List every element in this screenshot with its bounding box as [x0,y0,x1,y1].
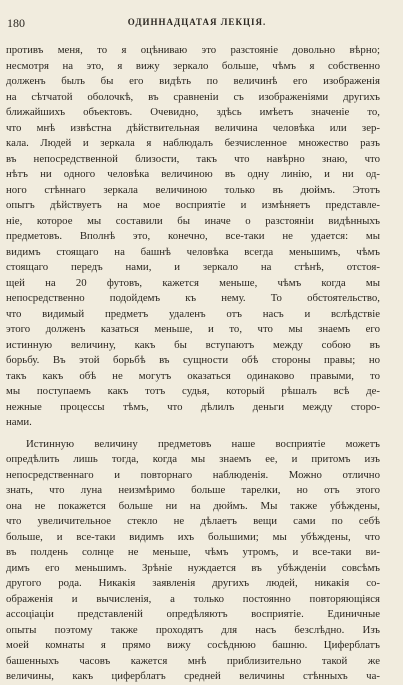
text-line: Истинную величину предметовъ наше восприятіе можетъ [26,437,380,450]
text-line: знать, что луна неизмѣримо больше тарелки, но отъ этого [6,484,380,496]
text-line: въ полдень солнце не меньше, чѣмъ утромъ, и все-таки ви- [6,546,380,558]
text-line: борьбу. Въ этой борьбѣ въ сущности обѣ стороны правы; но [6,354,380,366]
text-line: этого долженъ казаться меньше, и то, что мы знаемъ его [6,323,380,335]
text-line: опытъ дѣйствуетъ на мое восприятіе и измѣняетъ представле- [6,199,380,211]
text-line: на сѣтчатой оболочкѣ, въ сравненіи съ изображеніями другихъ [6,90,380,103]
text-line: истинную величину, какъ бы вступаютъ между собою въ [6,338,380,351]
text-line: что увеличительное стекло не дѣлаетъ вещи сами по себѣ [6,515,380,527]
text-line: что мнѣ извѣстна дѣйствительная величина человѣка или зер- [6,121,380,134]
text-line: ніе, которое мы составили бы иначе о разстояніи видѣнныхъ [6,214,380,227]
text-line: больше, и все-таки видимъ ихъ большими; мы убѣждены, что [6,530,380,543]
text-line: такъ какъ обѣ не могутъ оказаться одинаково правыми, то [6,369,380,382]
text-line: въ непосредственной близости, такъ что навѣрно знаю, что [6,152,380,165]
text-line: мы поступаемъ какъ тотъ судья, который рѣшалъ всѣ де- [6,385,380,397]
text-line: она не покажется больше ни на дюймъ. Мы также убѣждены, [6,499,380,512]
page-header [7,16,387,32]
text-line: нѣтъ ни одного человѣка величиною въ одну линію, и ни од- [6,168,380,180]
text-line: опыты поэтому также проходятъ для насъ безслѣдно. Изъ [6,623,380,636]
text-line: ображенія и вычисленія, а только постоянно повторяющіяся [6,592,380,605]
text-line: нами. [6,416,32,428]
text-line: величины, какъ циферблатъ средней величины стѣнныхъ ча- [6,670,380,682]
text-line: несмотря на это, я вижу зеркало больше, чѣмъ я собственно [6,59,380,72]
text-line: противъ меня, то я оцѣниваю это разстояніе довольно вѣрно; [6,44,380,56]
text-line: стоящаго передъ нами, и зеркало на стѣнѣ, отстоя- [6,261,380,273]
text-line: видимъ стоящаго на башнѣ человѣка всегда меньшимъ, чѣмъ [6,245,380,258]
page-number: 180 [7,16,25,30]
text-line: предметовъ. Вполнѣ это, конечно, все-таки не удается: мы [6,230,380,242]
text-line: димъ его меньшимъ. Зрѣніе нуждается въ убѣжденіи совсѣмъ [6,561,380,574]
text-line: башенныхъ часовъ кажется мнѣ приблизительно такой же [6,654,380,667]
text-line: ного стѣннаго зеркала величиною только въ дюймъ. Этотъ [6,183,380,196]
text-line: щей на 20 футовъ, кажется меньше, чѣмъ когда мы [6,276,380,289]
text-line: опредѣлить лишь тогда, когда мы знаемъ ее, и притомъ изъ [6,453,380,465]
text-line: что видимый предметъ удаленъ отъ насъ и вслѣдствіе [6,307,380,320]
paragraph [6,43,380,431]
text-line: кала. Людей и зеркала я наблюдалъ безчисленное множество разъ [6,137,380,149]
paragraph [6,437,380,685]
text-line: непосредственнаго и повторнаго наблюденія. Можно отлично [6,468,380,481]
text-line: ближайшихъ объектовъ. Очевидно, здѣсь имѣетъ значеніе то, [6,106,380,118]
text-line: долженъ былъ бы его видѣть по величинѣ его изображенія [6,75,380,87]
page-body [6,43,380,685]
text-line: нежные процессы тѣмъ, что дѣлилъ деньги между сторо- [6,400,380,413]
text-line: ассоціаціи представленій опредѣляютъ восприятіе. Единичные [6,608,380,620]
text-line: моей комнаты я прямо вижу сосѣднюю башню. Циферблатъ [6,639,380,651]
text-line: непосредственно подойдемъ къ нему. То обстоятельство, [6,292,380,304]
running-head: ОДИННАДЦАТАЯ ЛЕКЦІЯ. [127,17,267,27]
text-line: другого рода. Никакія заявленія другихъ людей, никакія со- [6,577,380,589]
